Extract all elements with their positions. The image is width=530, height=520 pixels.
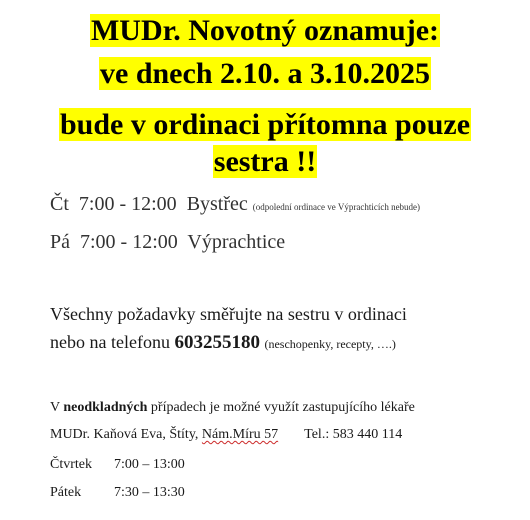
schedule-day: Čt [50,193,69,215]
substitute-doctor-line [50,426,402,444]
headline-line-3 [0,108,530,142]
schedule-place: Výprachtice [187,231,286,253]
substitute-doctor: MUDr. Kaňová Eva, Štíty, [50,427,199,442]
requests-line-2 [50,331,396,355]
requests-note: (neschopenky, recepty, ….) [264,337,396,351]
schedule-place: Bystřec [186,193,248,215]
hours-time: 7:00 – 13:00 [114,457,185,472]
substitute-hours-thursday [50,456,185,474]
hours-time: 7:30 – 13:30 [114,485,185,500]
headline-text: ve dnech 2.10. a 3.10.2025 [100,57,430,90]
headline-text: bude v ordinaci přítomna pouze [59,108,471,141]
schedule-day: Pá [50,231,70,253]
requests-prefix: nebo na telefonu [50,332,170,352]
urgent-suffix: případech je možné využít zastupujícího lékaře [150,400,415,415]
substitute-tel: Tel.: 583 440 114 [304,427,403,442]
schedule-hours: 7:00 - 12:00 [80,231,178,253]
substitute-street: Nám.Míru 57 [201,427,279,442]
urgent-bold-word: neodkladných [63,400,148,415]
schedule-row-friday [50,230,285,254]
hours-day: Čtvrtek [50,457,92,472]
hours-day: Pátek [50,485,82,500]
headline-text: MUDr. Novotný oznamuje: [90,14,440,47]
headline-line-1 [0,14,530,48]
headline-line-4 [0,145,530,179]
substitute-hours-friday [50,484,185,502]
urgent-prefix: V [50,400,60,415]
schedule-row-thursday [50,192,420,219]
urgent-line [50,399,415,417]
headline-text: sestra !! [213,145,317,178]
schedule-hours: 7:00 - 12:00 [78,193,177,215]
requests-line-1: Všechny požadavky směřujte na sestru v ordinaci [50,304,407,324]
schedule-note: (odpolední ordinace ve Výprachticích nebude) [252,202,421,212]
phone-number: 603255180 [174,332,260,353]
headline-line-2 [0,57,530,91]
